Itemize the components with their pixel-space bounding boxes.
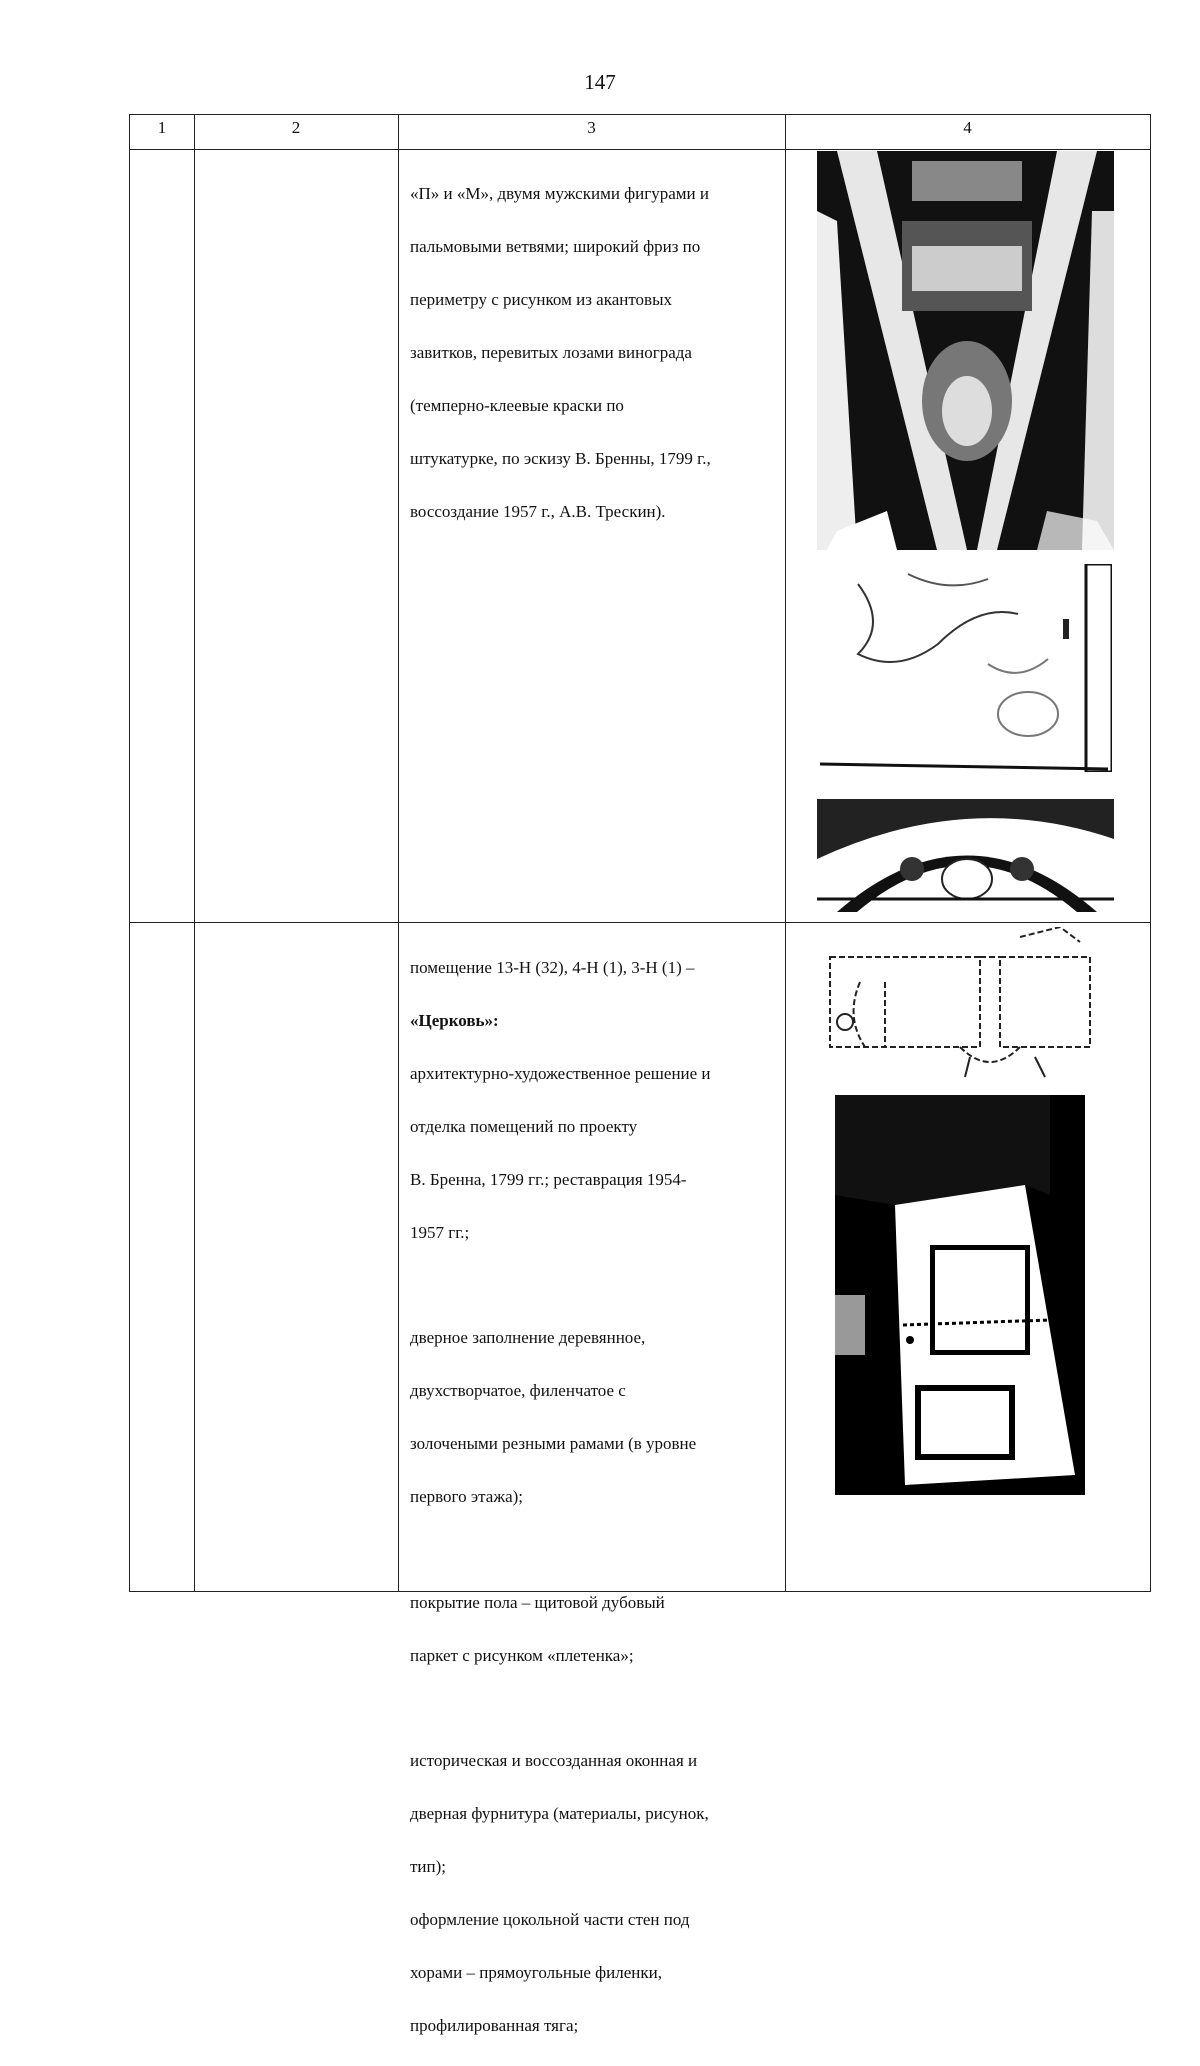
text-line: отделка помещений по проекту — [410, 1116, 638, 1136]
text-line: 1957 гг.; — [410, 1222, 470, 1242]
room-label: помещение 13-Н (32), 4-Н (1), 3-Н (1) – — [410, 957, 695, 977]
text-line: хорами – прямоугольные филенки, — [410, 1963, 663, 1982]
page-number: 147 — [584, 70, 616, 94]
text-line: покрытие пола – щитовой дубовый — [410, 1592, 665, 1612]
header-row-divider — [130, 149, 1150, 150]
column-divider — [785, 115, 786, 1591]
ceiling-photo — [817, 151, 1114, 550]
text-line: первого этажа); — [410, 1487, 524, 1506]
wall-sculpture-photo — [818, 564, 1112, 772]
text-line: «П» и «М», двумя мужскими фигурами и — [410, 183, 710, 203]
text-line: В. Бренна, 1799 гг.; реставрация 1954- — [410, 1169, 687, 1189]
text-line: периметру с рисунком из акантовых — [410, 289, 673, 309]
text-line: историческая и воссозданная оконная и — [410, 1751, 698, 1770]
row1-description — [410, 154, 780, 552]
text-line: тип); — [410, 1857, 447, 1876]
text-line: штукатурке, по эскизу В. Бренны, 1799 г., — [410, 448, 711, 468]
text-line: пальмовыми ветвями; широкий фриз по — [410, 236, 701, 256]
text-line: оформление цокольной части стен под — [410, 1910, 690, 1929]
text-line: (темперно-клеевые краски по — [410, 395, 624, 415]
column-header-1: 1 — [157, 118, 167, 137]
text-line: завитков, перевитых лозами винограда — [410, 342, 692, 362]
paragraph-gap — [410, 1696, 780, 1722]
column-divider — [194, 115, 195, 1591]
text-line: профилированная тяга; — [410, 2016, 579, 2035]
document-table — [129, 114, 1151, 2035]
text-line: дверное заполнение деревянное, — [410, 1328, 646, 1347]
paragraph-gap — [410, 1273, 780, 1299]
text-line: архитектурно-художественное решение и — [410, 1063, 711, 1083]
door-photo — [835, 1095, 1085, 1495]
row-divider — [130, 922, 1150, 923]
text-line: дверная фурнитура (материалы, рисунок, — [410, 1804, 709, 1823]
text-line: воссоздание 1957 г., А.В. Трескин). — [410, 501, 666, 521]
column-header-3: 3 — [587, 118, 596, 137]
column-header-2: 2 — [291, 118, 301, 137]
text-line: паркет с рисунком «плетенка»; — [410, 1645, 634, 1665]
column-header-4: 4 — [963, 118, 972, 137]
row2-description — [410, 928, 780, 2066]
floor-plan — [820, 927, 1100, 1083]
room-title — [410, 1008, 780, 1035]
lunette-photo — [817, 799, 1114, 912]
paragraph-gap — [410, 1537, 780, 1563]
room-title-text: «Церковь»: — [410, 1010, 499, 1030]
text-line: золочеными резными рамами (в уровне — [410, 1434, 697, 1453]
column-divider — [398, 115, 399, 1591]
text-line: двухстворчатое, филенчатое с — [410, 1381, 626, 1400]
